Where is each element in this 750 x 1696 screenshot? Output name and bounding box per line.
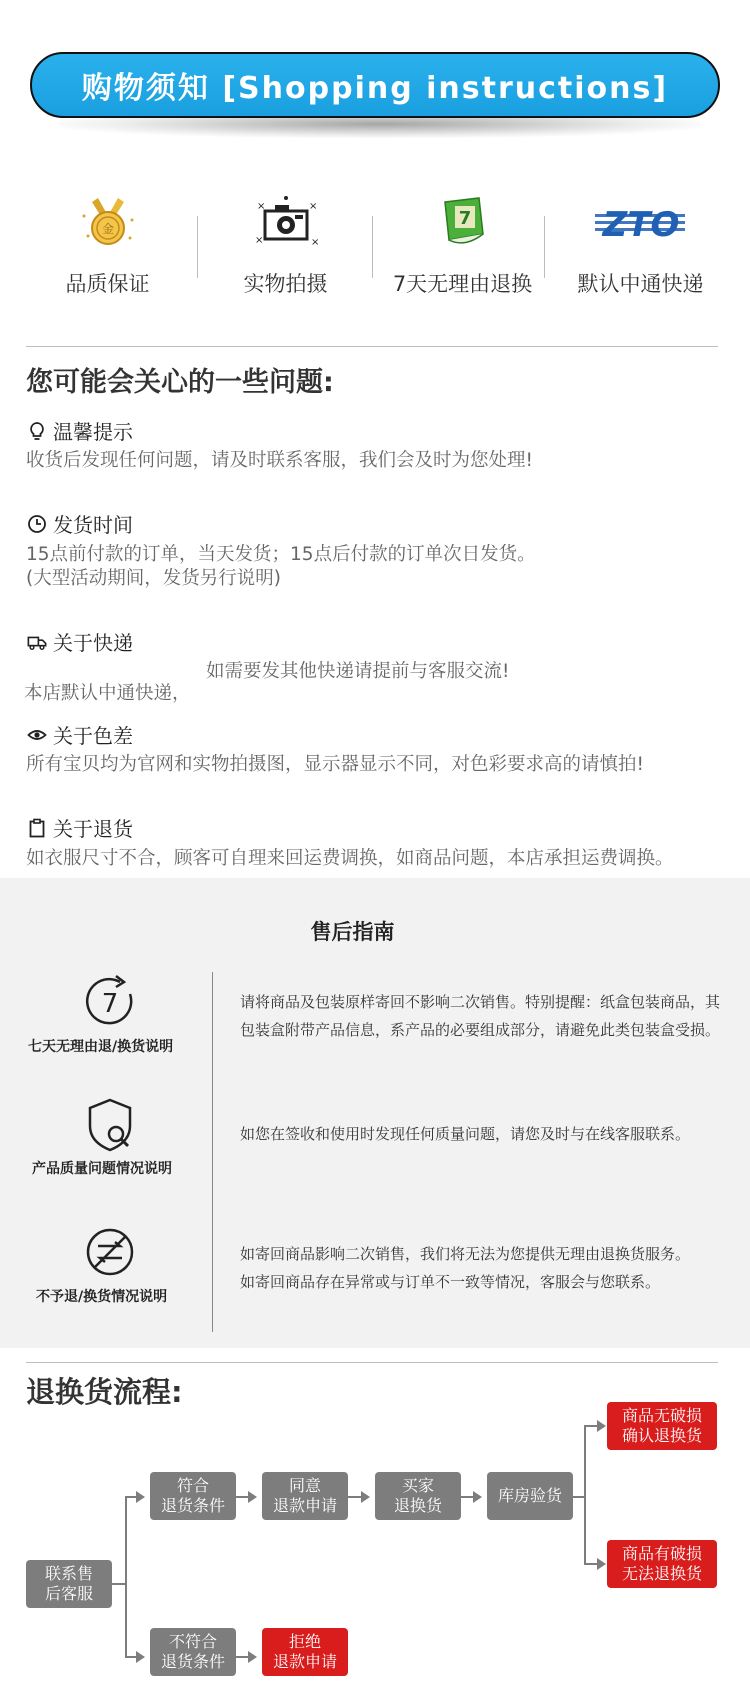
no-return-icon bbox=[80, 1222, 140, 1282]
faq-text: 收货后发现任何问题，请及时联系客服，我们会及时为您处理! bbox=[26, 450, 533, 471]
node-inspect: 库房验货 bbox=[487, 1472, 573, 1520]
faq-text: 所有宝贝均为官网和实物拍摄图，显示器显示不同，对色彩要求高的请慎拍! bbox=[26, 754, 644, 775]
flow-line bbox=[584, 1563, 598, 1565]
faq-text: 本店默认中通快递， bbox=[24, 683, 191, 704]
faq-title: 您可能会关心的一些问题: bbox=[26, 367, 334, 398]
divider bbox=[212, 972, 213, 1332]
shopping-instructions-banner bbox=[30, 52, 720, 118]
guarantee-seven-day bbox=[375, 190, 550, 310]
faq-text: 15点前付款的订单，当天发货；15点后付款的订单次日发货。 bbox=[26, 544, 536, 565]
faq-heading-returns bbox=[27, 813, 133, 842]
divider bbox=[372, 216, 373, 278]
faq-heading-color-difference bbox=[27, 720, 133, 749]
zto-logo-icon bbox=[591, 190, 691, 254]
guarantee-label: 实物拍摄 bbox=[243, 272, 328, 296]
svg-text:ZTO: ZTO bbox=[602, 205, 679, 244]
svg-text:金: 金 bbox=[101, 222, 114, 236]
guide-text: 请将商品及包装原样寄回不影响二次销售。特别提醒：纸盒包装商品，其 bbox=[240, 993, 721, 1011]
flow-arrow bbox=[361, 1491, 370, 1503]
guarantee-label: 品质保证 bbox=[65, 272, 150, 296]
guarantee-real-photo bbox=[198, 190, 373, 310]
svg-text:×: × bbox=[308, 201, 317, 212]
guarantee-label: 7天无理由退换 bbox=[392, 272, 533, 296]
faq-heading-text: 关于快递 bbox=[53, 631, 133, 655]
guarantee-row bbox=[20, 190, 730, 310]
flow-line bbox=[112, 1583, 126, 1585]
node-damaged: 商品有破损 无法退换货 bbox=[607, 1540, 717, 1588]
svg-text:×: × bbox=[310, 237, 319, 248]
guide-title: 售后指南 bbox=[310, 920, 395, 944]
seven-day-return-icon bbox=[423, 190, 503, 254]
guide-text: 如您在签收和使用时发现任何质量问题，请您及时与在线客服联系。 bbox=[240, 1125, 691, 1143]
guide-item-label: 不予退/换货情况说明 bbox=[36, 1289, 168, 1305]
faq-heading-text: 发货时间 bbox=[53, 513, 133, 537]
flow-line bbox=[584, 1425, 598, 1427]
divider bbox=[26, 1362, 718, 1363]
process-title: 退换货流程: bbox=[26, 1375, 183, 1409]
svg-text:7: 7 bbox=[458, 208, 471, 229]
faq-text: 如需要发其他快递请提前与客服交流! bbox=[206, 661, 510, 682]
faq-heading-text: 温馨提示 bbox=[53, 420, 133, 444]
flow-line bbox=[125, 1496, 127, 1658]
eye-icon bbox=[27, 725, 47, 745]
guide-text: 如寄回商品存在异常或与订单不一致等情况，客服会与您联系。 bbox=[240, 1273, 661, 1291]
bulb-icon bbox=[27, 421, 47, 441]
node-not-eligible: 不符合 退货条件 bbox=[150, 1628, 236, 1676]
guide-item-label: 七天无理由退/换货说明 bbox=[28, 1039, 174, 1055]
node-buyer-return: 买家 退换货 bbox=[375, 1472, 461, 1520]
flow-line bbox=[584, 1425, 586, 1565]
faq-heading-courier bbox=[27, 627, 133, 656]
flow-arrow bbox=[136, 1491, 145, 1503]
node-agree-refund: 同意 退款申请 bbox=[262, 1472, 348, 1520]
guarantee-label: 默认中通快递 bbox=[577, 272, 704, 296]
guide-text: 包装盒附带产品信息，系产品的必要组成部分，请避免此类包装盒受损。 bbox=[240, 1021, 721, 1039]
flow-arrow bbox=[248, 1491, 257, 1503]
divider bbox=[544, 216, 545, 278]
flow-arrow bbox=[597, 1420, 606, 1432]
faq-heading-text: 关于色差 bbox=[53, 724, 133, 748]
seven-day-icon bbox=[80, 972, 140, 1032]
flow-line bbox=[236, 1656, 248, 1658]
divider bbox=[26, 346, 718, 347]
banner-title: 购物须知 [Shopping instructions] bbox=[81, 71, 669, 106]
guide-text: 如寄回商品影响二次销售，我们将无法为您提供无理由退换货服务。 bbox=[240, 1245, 691, 1263]
flow-line bbox=[236, 1496, 248, 1498]
node-reject-refund: 拒绝 退款申请 bbox=[262, 1628, 348, 1676]
svg-text:×: × bbox=[256, 201, 265, 212]
flow-arrow bbox=[248, 1651, 257, 1663]
flow-arrow bbox=[136, 1651, 145, 1663]
guarantee-quality bbox=[20, 190, 195, 310]
faq-text: (大型活动期间，发货另行说明) bbox=[26, 568, 281, 589]
faq-heading-text: 关于退货 bbox=[53, 817, 133, 841]
node-contact-service: 联系售 后客服 bbox=[26, 1560, 112, 1608]
guide-item-label: 产品质量问题情况说明 bbox=[32, 1161, 172, 1177]
clock-icon bbox=[27, 514, 47, 534]
camera-icon bbox=[246, 190, 326, 254]
faq-text: 如衣服尺寸不合，顾客可自理来回运费调换，如商品问题，本店承担运费调换。 bbox=[26, 848, 674, 869]
shield-search-icon bbox=[80, 1096, 140, 1156]
svg-text:7: 7 bbox=[101, 989, 119, 1019]
guarantee-zto bbox=[553, 190, 728, 310]
flow-arrow bbox=[473, 1491, 482, 1503]
flow-arrow bbox=[597, 1558, 606, 1570]
node-undamaged: 商品无破损 确认退换货 bbox=[607, 1402, 717, 1450]
faq-heading-tips bbox=[27, 416, 133, 445]
node-eligible: 符合 退货条件 bbox=[150, 1472, 236, 1520]
clipboard-icon bbox=[27, 818, 47, 838]
flow-line bbox=[348, 1496, 362, 1498]
svg-text:×: × bbox=[254, 235, 263, 246]
faq-heading-shipping-time bbox=[27, 509, 133, 538]
gold-medal-icon bbox=[68, 190, 148, 254]
truck-icon bbox=[27, 632, 47, 652]
